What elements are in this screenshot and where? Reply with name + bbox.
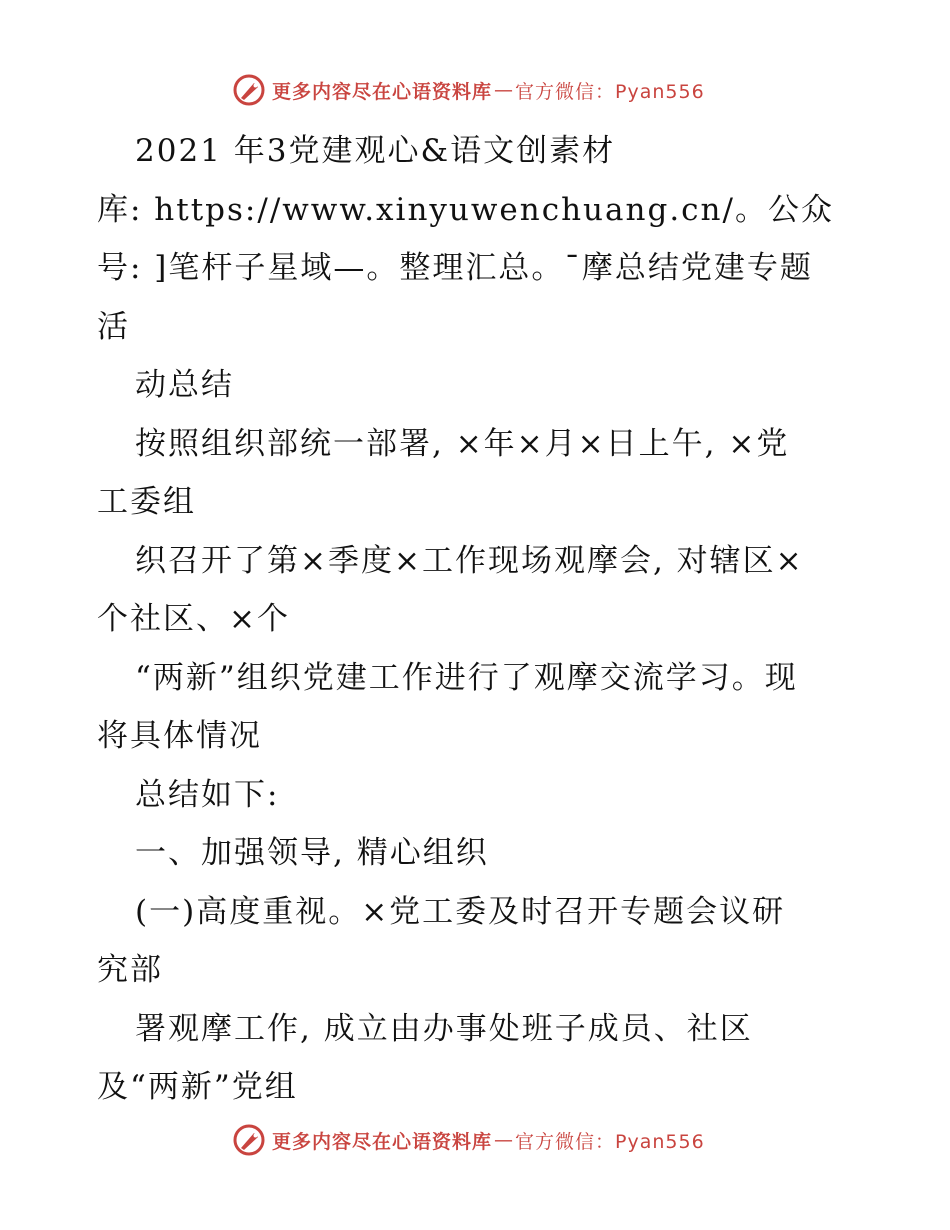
text-line: 究部	[97, 952, 163, 988]
text-line: 署观摩工作, 成立由办事处班子成员、社区	[135, 1010, 753, 1047]
text-line: 号: ]笔杆子星域—。整理汇总。¯摩总结党建专题	[97, 250, 813, 286]
text-line: 工委组	[97, 484, 196, 520]
pen-nib-logo-icon	[232, 73, 266, 107]
document-body	[97, 122, 867, 1117]
text-line: (一)高度重视。×党工委及时召开专题会议研	[135, 893, 786, 930]
text-line: 库: https://www.xinyuwenchuang.cn/。公众	[97, 191, 834, 228]
text-line: “两新”组织党建工作进行了观摩交流学习。现	[135, 659, 798, 696]
text-line: 将具体情况	[97, 718, 262, 754]
banner-title: 更多内容尽在心语资料库	[272, 80, 493, 103]
banner-separator: —	[494, 1129, 514, 1151]
banner-title: 更多内容尽在心语资料库	[272, 1130, 493, 1153]
banner-wechat: 官方微信：Pyan556	[515, 80, 705, 103]
text-line: 个社区、×个	[97, 601, 290, 637]
text-line: 一、加强领导, 精心组织	[135, 835, 489, 871]
text-line: 活	[97, 308, 130, 345]
pen-nib-logo-icon	[232, 1123, 266, 1157]
text-line: 及“两新”党组	[97, 1069, 298, 1105]
text-line: 织召开了第×季度×工作现场观摩会, 对辖区×	[135, 542, 804, 579]
text-line: 动总结	[135, 367, 234, 403]
text-line: 按照组织部统一部署, ×年×月×日上午, ×党	[135, 425, 790, 462]
footer-banner	[0, 1120, 950, 1160]
banner-separator: —	[494, 79, 514, 101]
header-banner	[0, 70, 950, 110]
footer-banner-content	[232, 1120, 705, 1160]
banner-wechat: 官方微信：Pyan556	[515, 1130, 705, 1153]
header-banner-content	[232, 70, 705, 110]
text-line: 总结如下:	[135, 776, 280, 813]
text-line: 2021 年3党建观心&语文创素材	[135, 133, 616, 169]
